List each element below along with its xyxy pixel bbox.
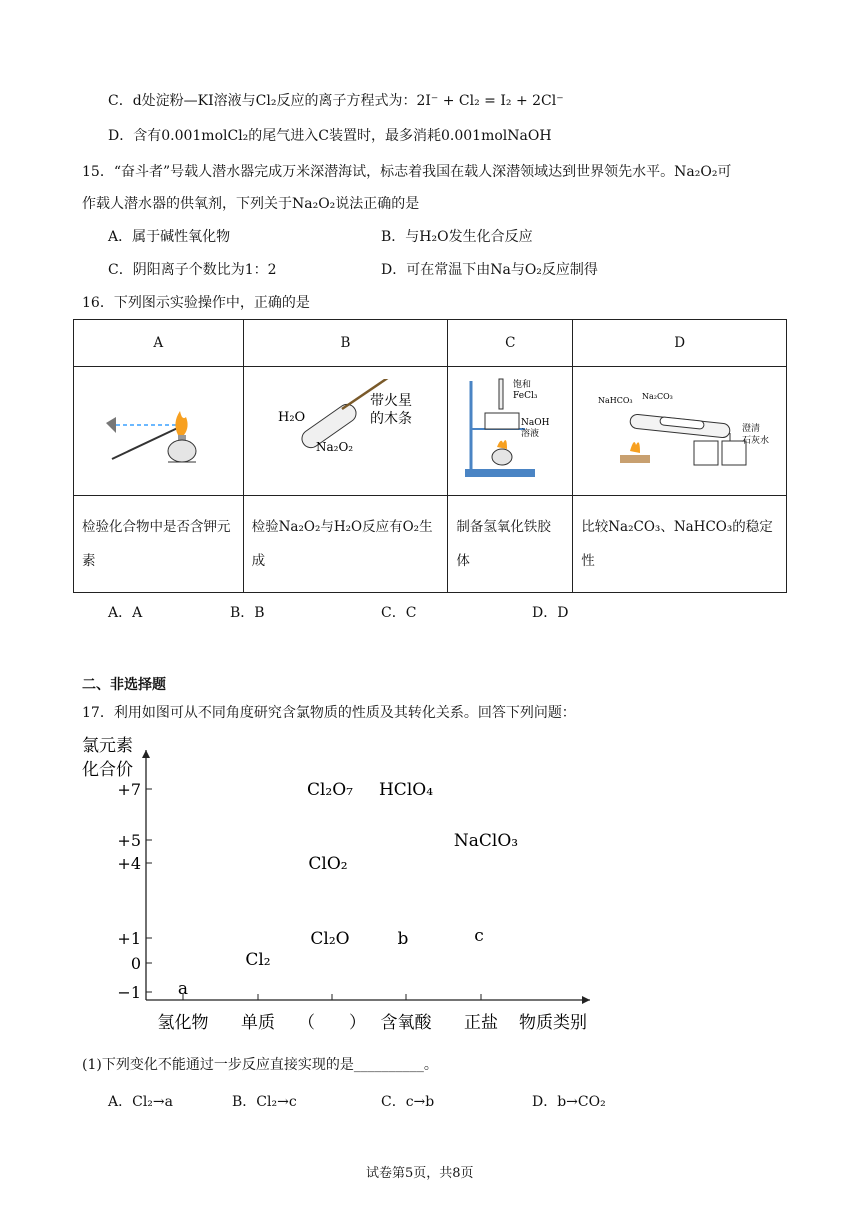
q16-option-c: C．C — [381, 605, 417, 621]
data-point-label: Cl₂O — [310, 929, 350, 949]
q17-option-b: B．Cl₂→c — [232, 1094, 297, 1110]
q14-option-d: D．含有0.001molCl₂的尾气进入C装置时，最多消耗0.001molNaOH — [108, 128, 552, 144]
q16-option-d: D．D — [532, 605, 569, 621]
q15-option-d: D．可在常温下由Na与O₂反应制得 — [381, 262, 598, 278]
valence-chart — [80, 730, 620, 1035]
y-tick-label: 0 — [130, 954, 141, 973]
label-limewater-1: 澄清 — [741, 424, 760, 434]
page-footer: 试卷第5页，共8页 — [366, 1166, 474, 1181]
q16-table — [73, 319, 787, 593]
image-a-flame-test — [74, 367, 244, 496]
label-h2o: H₂O — [278, 410, 306, 425]
y-tick-label: −1 — [117, 983, 141, 1002]
desc-b: 检验Na₂O₂与H₂O反应有O₂生成 — [243, 496, 448, 593]
y-axis-label-line1: 氯元素 — [82, 736, 133, 756]
label-na2o2: Na₂O₂ — [316, 440, 354, 454]
y-tick-label: +5 — [117, 831, 141, 850]
y-tick-label: +7 — [117, 780, 141, 799]
q17-option-a: A．Cl₂→a — [108, 1094, 173, 1110]
desc-c: 制备氢氧化铁胶体 — [448, 496, 573, 593]
data-point-label: b — [397, 929, 409, 949]
q17-stem: 17．利用如图可从不同角度研究含氯物质的性质及其转化关系。回答下列问题： — [82, 705, 576, 721]
q15-option-c: C．阴阳离子个数比为1：2 — [108, 262, 277, 278]
q16-stem: 16．下列图示实验操作中，正确的是 — [82, 295, 310, 311]
q15-stem-line1: 15．“奋斗者”号载人潜水器完成万米深潜海试，标志着我国在载人深潜领域达到世界领先水平。Na₂O₂可 — [82, 164, 732, 180]
label-limewater-2: 石灰水 — [741, 436, 769, 446]
label-naoh: NaOH — [521, 418, 550, 428]
label-fecl3: FeCl₃ — [513, 391, 538, 401]
y-tick-label: +1 — [117, 929, 141, 948]
q17-option-c: C．c→b — [381, 1094, 435, 1110]
y-tick-label: +4 — [117, 854, 141, 873]
q17-option-d: D．b→CO₂ — [532, 1094, 606, 1110]
data-point-label: a — [177, 979, 189, 999]
x-category-label: （ ） — [298, 1013, 366, 1033]
data-point-label: Cl₂ — [245, 950, 271, 970]
label-solution: 溶液 — [521, 429, 540, 439]
header-c: C — [448, 320, 573, 367]
x-axis-label: 物质类别 — [519, 1013, 587, 1033]
q17-sub1: (1)下列变化不能通过一步反应直接实现的是__________。 — [82, 1057, 438, 1073]
data-point-label: c — [474, 926, 484, 946]
label-splint-2: 的木条 — [370, 411, 413, 427]
q15-option-a: A．属于碱性氧化物 — [108, 229, 231, 245]
data-point-label: Cl₂O₇ — [306, 780, 354, 800]
data-point-label: NaClO₃ — [453, 831, 519, 851]
image-c-colloid — [448, 367, 573, 496]
q16-option-a: A．A — [108, 605, 143, 621]
header-a: A — [74, 320, 244, 367]
image-d-stability — [573, 367, 787, 496]
q15-stem-line2: 作载人潜水器的供氧剂，下列关于Na₂O₂说法正确的是 — [82, 196, 420, 212]
x-category-label: 氢化物 — [157, 1013, 209, 1033]
data-point-label: HClO₄ — [378, 780, 434, 800]
section-title: 二、非选择题 — [82, 677, 166, 693]
x-category-label: 含氧酸 — [380, 1013, 432, 1033]
label-nahco3: NaHCO₃ — [597, 396, 633, 405]
label-saturated: 饱和 — [513, 380, 532, 390]
x-axis-arrow — [582, 996, 590, 1004]
x-category-label: 正盐 — [464, 1013, 498, 1033]
q14-option-c: C．d处淀粉—KI溶液与Cl₂反应的离子方程式为：2I⁻ + Cl₂ = I₂ + 2Cl⁻ — [108, 93, 564, 109]
desc-d: 比较Na₂CO₃、NaHCO₃的稳定性 — [573, 496, 787, 593]
header-b: B — [243, 320, 448, 367]
y-axis-label-line2: 化合价 — [82, 760, 133, 780]
image-b-na2o2-water — [243, 367, 448, 496]
q16-option-b: B．B — [230, 605, 265, 621]
label-na2co3: Na₂CO₃ — [641, 392, 673, 401]
data-point-label: ClO₂ — [308, 854, 348, 874]
q15-option-b: B．与H₂O发生化合反应 — [381, 229, 533, 245]
x-category-label: 单质 — [241, 1013, 275, 1033]
label-splint-1: 带火星 — [370, 393, 413, 409]
y-axis-arrow — [142, 750, 150, 758]
desc-a: 检验化合物中是否含钾元素 — [74, 496, 244, 593]
header-d: D — [573, 320, 787, 367]
